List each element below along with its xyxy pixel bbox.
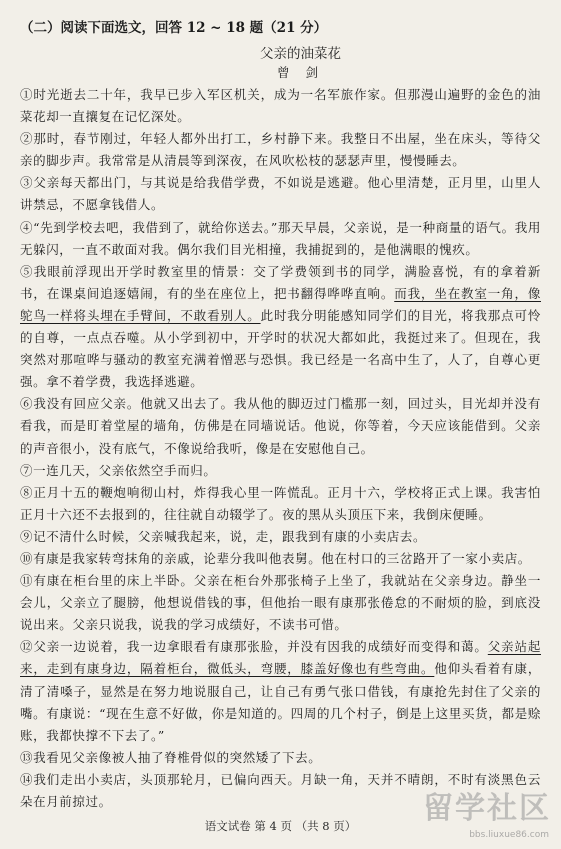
paragraph [20, 460, 541, 482]
site-watermark [401, 791, 551, 845]
paragraph-text: ⑤我眼前浮现出开学时教室里的情景：交了学费领到书的同学，满脸喜悦，有的拿着新书，在课桌间追逐嬉闹，有的坐在座位上，把书翻得哗哗直响。 [20, 263, 541, 301]
page-footer: 语文试卷 第 4 页 （共 8 页） [204, 819, 357, 833]
paragraph [20, 128, 541, 172]
paragraph [20, 482, 541, 526]
paragraph [20, 570, 541, 636]
underlined-sentence: 父亲站起来，走到有康身边，隔着柜台，微低头，弯腰，膝盖好像也有些弯曲。 [20, 639, 541, 677]
paragraph [20, 393, 541, 459]
paragraph-text: ⑭我们走出小卖店，头顶那轮月，已偏向西天。月缺一角，天并不晴朗，不时有淡黑色云朵在月前掠过。 [20, 771, 541, 809]
paragraph-text: ⑪有康在柜台里的床上半卧。父亲在柜台外那张椅子上坐了，我就站在父亲身边。静坐一会儿，父亲立了腿膀，他想说借钱的事，但他抬一眼有康那张倦怠的不耐烦的脸，到底没说出来。父亲只说我，说我的学习成绩好，不读书可惜。 [20, 573, 541, 633]
paragraph [20, 261, 541, 394]
watermark-url: bbs.liuxue86.com [469, 830, 549, 840]
paragraph [20, 636, 541, 746]
paragraph-text: 此时我分明能感知同学们的目光，将我那点可怜的自尊，一点点吞噬。从小学到初中，开学时的状况大都如此，我挺过来了。但现在，我突然对那喧哗与骚动的教室充满着憎恶与恐惧。我已经是一名高中生了，人了，自尊心更强。拿不着学费，我选择逃避。 [20, 307, 541, 390]
underlined-sentence: 而我，坐在教室一角，像鸵鸟一样将头埋在手臂间，不敢看别人。 [20, 285, 541, 323]
paragraph-text: ②那时，春节刚过，年轻人都外出打工，乡村静下来。我整日不出屋，坐在床头，等待父亲的脚步声。我常常是从清晨等到深夜，在风吹松枝的瑟瑟声里，慢慢睡去。 [20, 131, 541, 169]
paragraph [20, 84, 541, 128]
paragraph-text: ⑨记不清什么时候，父亲喊我起来，说，走，跟我到有康的小卖店去。 [20, 528, 427, 544]
section-heading: （二）阅读下面选文，回答 12 ~ 18 题（21 分） [20, 20, 328, 36]
paragraph-text: ③父亲每天都出门，与其说是给我借学费，不如说是逃避。他心里清楚，正月里，山里人讲禁忌，不愿拿钱借人。 [20, 175, 541, 213]
article-body [20, 84, 541, 813]
article-author: 曾 剑 [277, 65, 324, 80]
paragraph-text: ⑬我看见父亲像被人抽了脊椎骨似的突然矮了下去。 [20, 749, 322, 765]
article-title: 父亲的油菜花 [260, 46, 341, 62]
paragraph [20, 747, 541, 769]
paragraph [20, 548, 541, 570]
paragraph [20, 217, 541, 261]
paragraph [20, 526, 541, 548]
paragraph-text: 他仰头看着有康，清了清嗓子，显然是在努力地说服自己，让自己有勇气张口借钱，有康抢先封住了父亲的嘴。有康说：“现在生意不好做，你是知道的。四周的几个村子，倒是上这里买货，都是赊账，我都快撑不下去了。” [20, 661, 541, 743]
paragraph-text: ⑩有康是我家转弯抹角的亲戚，论辈分我叫他表舅。他在村口的三岔路开了一家小卖店。 [20, 550, 531, 566]
paragraph-text: ⑦一连几天，父亲依然空手而归。 [20, 462, 217, 478]
paragraph-text: ④“先到学校去吧，我借到了，就给你送去。”那天早晨，父亲说，是一种商量的语气。我用无躲闪，一直不敢面对我。偶尔我们目光相撞，我捕捉到的，是他满眼的愧疚。 [20, 219, 541, 257]
paragraph [20, 172, 541, 216]
paragraph-text: ①时光逝去二十年，我早已步入军区机关，成为一名军旅作家。但那漫山遍野的金色的油菜花却一直攘复在记忆深处。 [20, 87, 541, 125]
watermark-logo-text: 留学社区 [423, 791, 551, 826]
paragraph-text: ⑥我没有回应父亲。他就又出去了。我从他的脚迈过门槛那一刻，回过头，目光却并没有看我，而是盯着堂屋的墙角，仿佛是在同墙说话。他说，你等着，今天应该能借到。父亲的声音很小，没有底气，不像说给我听，像是在安慰他自己。 [20, 396, 541, 456]
paragraph-text: ⑫父亲一边说着，我一边拿眼看有康那张脸，并没有因我的成绩好而变得和蔼。 [20, 639, 488, 655]
paragraph-text: ⑧正月十五的鞭炮响彻山村，炸得我心里一阵慌乱。正月十六，学校将正式上课。我害怕正月十六还不去报到的，往往就自动辍学了。夜的黑从头顶压下来，我倒床便睡。 [20, 484, 541, 522]
